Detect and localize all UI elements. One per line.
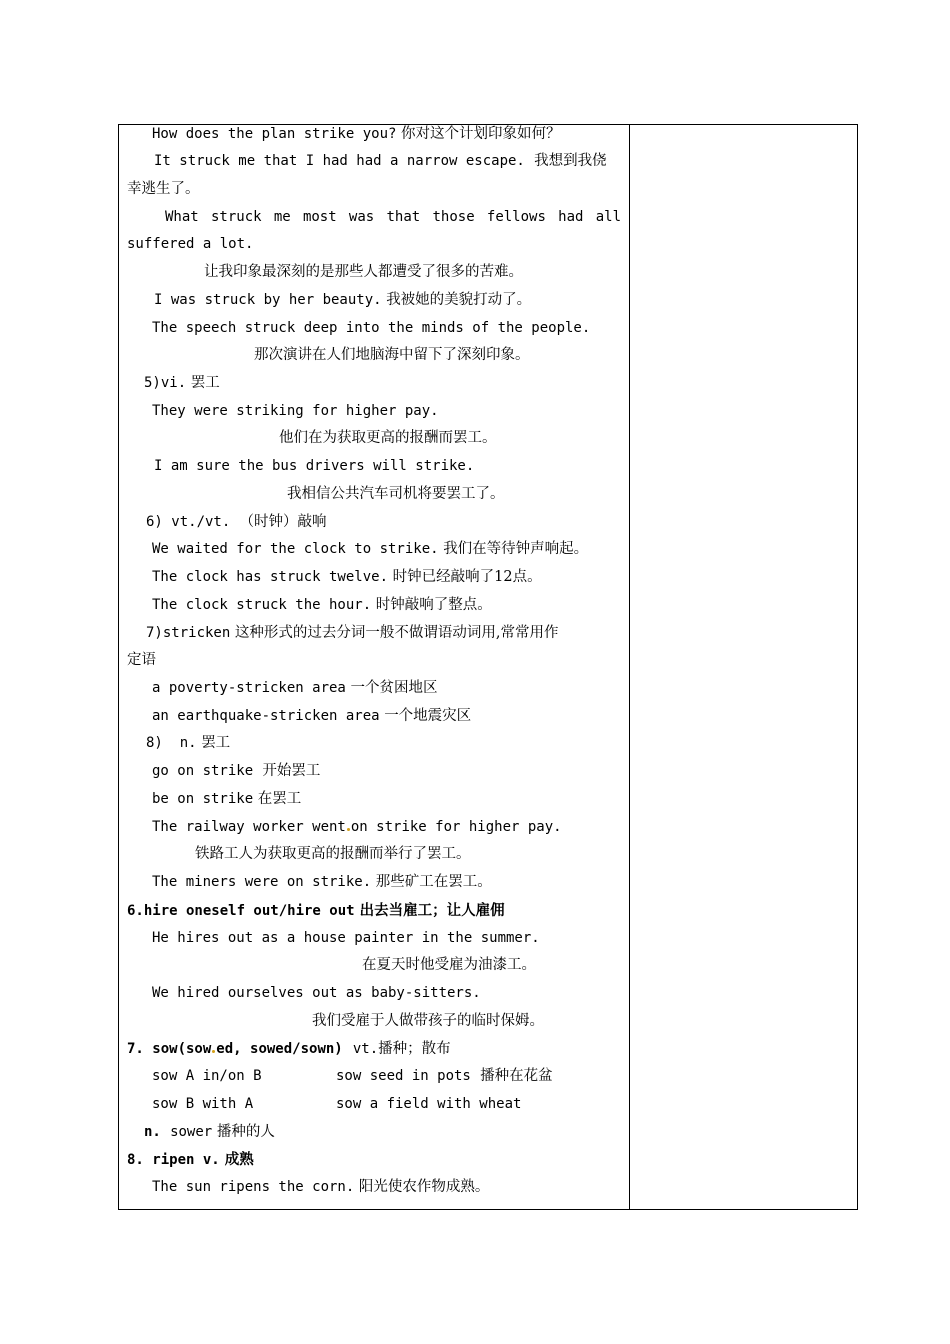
example-line: 定语 bbox=[127, 652, 156, 668]
example-line: How does the plan strike you? 你对这个计划印象如何？ bbox=[152, 126, 561, 142]
example-line: an earthquake-stricken area 一个地震灾区 bbox=[152, 708, 472, 724]
translation-line: 让我印象最深刻的是那些人都遭受了很多的苦难。 bbox=[204, 264, 523, 280]
entry-heading: 8. ripen v. 成熟 bbox=[127, 1151, 254, 1168]
example-line: The clock has struck twelve. 时钟已经敲响了12点。 bbox=[152, 569, 542, 585]
example-line: The miners were on strike. 那些矿工在罢工。 bbox=[152, 874, 492, 890]
example-line: The clock struck the hour. 时钟敲响了整点。 bbox=[152, 597, 492, 613]
example-line: The sun ripens the corn. 阳光使农作物成熟。 bbox=[152, 1179, 490, 1195]
sense-heading: 8) n. 罢工 bbox=[146, 735, 231, 751]
example-line: suffered a lot. bbox=[127, 236, 254, 252]
sense-heading: 5)vi. 罢工 bbox=[144, 375, 220, 391]
example-line: He hires out as a house painter in the summer. bbox=[152, 930, 540, 946]
example-line: What struck me most was that those fellows had all bbox=[165, 209, 621, 225]
right-notes-cell bbox=[630, 125, 857, 1209]
example-line: I am sure the bus drivers will strike. bbox=[154, 458, 475, 474]
translation-line: 铁路工人为获取更高的报酬而举行了罢工。 bbox=[195, 846, 471, 862]
sense-heading: 7)stricken 这种形式的过去分词一般不做谓语动词用,常常用作 bbox=[146, 625, 559, 641]
sense-heading: 6) vt./vt. （时钟）敲响 bbox=[146, 514, 327, 530]
example-line: They were striking for higher pay. bbox=[152, 403, 439, 419]
translation-line: 我相信公共汽车司机将要罢工了。 bbox=[287, 486, 505, 502]
left-content-cell bbox=[119, 125, 629, 1209]
example-line: go on strike 开始罢工 bbox=[152, 763, 321, 779]
translation-line: 在夏天时他受雇为油漆工。 bbox=[362, 957, 536, 973]
example-line: sow B with A sow a field with wheat bbox=[152, 1096, 522, 1112]
example-line: be on strike 在罢工 bbox=[152, 791, 302, 807]
translation-line: 我们受雇于人做带孩子的临时保姆。 bbox=[312, 1013, 544, 1029]
example-line: sow A in/on B sow seed in pots 播种在花盆 bbox=[152, 1068, 553, 1084]
example-line: a poverty-stricken area 一个贫困地区 bbox=[152, 680, 438, 696]
example-line: n. sower 播种的人 bbox=[144, 1124, 275, 1140]
example-line: 幸逃生了。 bbox=[127, 181, 200, 197]
marker-dot-icon bbox=[347, 828, 350, 831]
example-line: We hired ourselves out as baby-sitters. bbox=[152, 985, 481, 1001]
translation-line: 他们在为获取更高的报酬而罢工。 bbox=[279, 430, 497, 446]
example-line: We waited for the clock to strike. 我们在等待钟声响起。 bbox=[152, 541, 589, 557]
translation-line: 那次演讲在人们地脑海中留下了深刻印象。 bbox=[254, 347, 530, 363]
notes-table bbox=[118, 124, 858, 1210]
example-line: It struck me that I had had a narrow escape. 我想到我侥 bbox=[154, 153, 607, 169]
example-line: I was struck by her beauty. 我被她的美貌打动了。 bbox=[154, 292, 532, 308]
example-line: The railway worker went on strike for higher pay. bbox=[152, 819, 562, 835]
entry-heading: 7. sow(sow ed, sowed/sown) vt.播种；散布 bbox=[127, 1041, 451, 1057]
entry-heading: 6.hire oneself out/hire out 出去当雇工；让人雇佣 bbox=[127, 902, 505, 919]
marker-dot-icon bbox=[212, 1050, 215, 1053]
example-line: The speech struck deep into the minds of the people. bbox=[152, 320, 591, 336]
